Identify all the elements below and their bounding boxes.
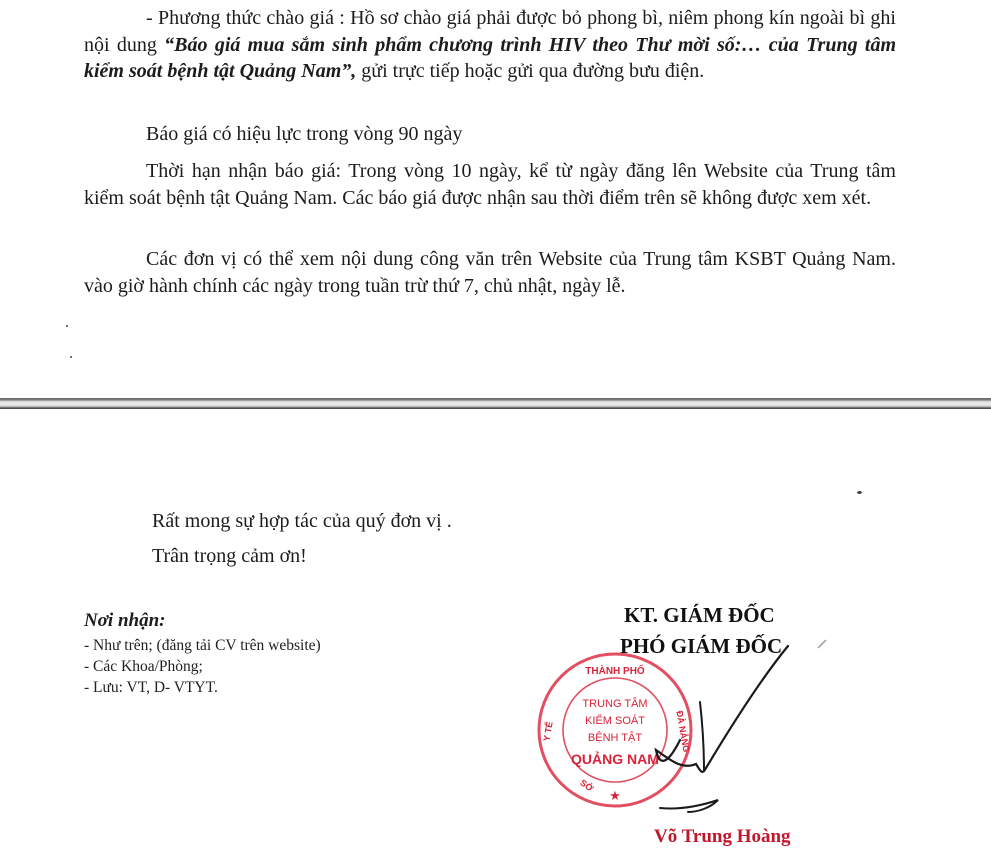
page-divider: [0, 398, 991, 409]
paragraph-submission-method: [84, 5, 896, 85]
page-top: [0, 0, 991, 398]
seal-ring-bottom: SỞ: [578, 777, 596, 794]
signer-name: Võ Trung Hoàng: [654, 826, 791, 847]
recipient-item: - Các Khoa/Phòng;: [84, 658, 203, 675]
seal-star-icon: ★: [609, 788, 621, 803]
handwritten-signature: [560, 620, 860, 840]
paragraph-text: - Phương thức chào giá : Hồ sơ chào giá phải được bỏ phong bì, niêm phong kín ngoài bì ghi nội dung: [84, 7, 896, 56]
seal-line-1: TRUNG TÂM: [582, 698, 648, 710]
signature-mark: [818, 640, 826, 648]
scan-speck: [857, 491, 862, 494]
signature-title-deputy: PHÓ GIÁM ĐỐC: [620, 634, 783, 658]
signature-stroke-down: [700, 702, 704, 770]
seal-line-4: QUẢNG NAM: [571, 751, 659, 767]
scan-speck: [66, 325, 68, 327]
paragraph-validity: Báo giá có hiệu lực trong vòng 90 ngày: [146, 123, 463, 145]
closing-line-cooperation: Rất mong sự hợp tác của quý đơn vị .: [152, 510, 452, 532]
paragraph-text: gửi trực tiếp hoặc gửi qua đường bưu điện.: [356, 60, 705, 82]
seal-ring-top: THÀNH PHỐ: [585, 666, 645, 677]
recipients-title: Nơi nhận:: [84, 610, 166, 631]
scan-speck: [70, 356, 72, 358]
seal-line-3: BỆNH TẬT: [587, 732, 643, 744]
seal-ring-left: Y TẾ: [541, 720, 555, 743]
signature-stroke-tail: [660, 800, 718, 812]
recipient-item: - Như trên; (đăng tải CV trên website): [84, 637, 321, 654]
seal-line-2: KIỂM SOÁT: [585, 715, 645, 727]
closing-line-thanks: Trân trọng cảm ơn!: [152, 545, 307, 567]
paragraph-website-info: Các đơn vị có thể xem nội dung công văn trên Website của Trung tâm KSBT Quảng Nam. vào giờ hành chính các ngày trong tuần trừ thứ 7, chủ nhật, ngày lễ.: [84, 248, 896, 297]
paragraph-deadline: Thời hạn nhận báo giá: Trong vòng 10 ngày, kể từ ngày đăng lên Website của Trung tâm kiểm soát bệnh tật Quảng Nam. Các báo giá được nhận sau thời điểm trên sẽ không được xem xét.: [84, 160, 896, 209]
seal-ring-right: ĐÀ NẴNG: [674, 709, 692, 754]
recipients-block: [84, 610, 321, 698]
signature-title-director: KT. GIÁM ĐỐC: [624, 603, 775, 627]
signature-stroke-main: [656, 646, 788, 772]
bold-italic-title: “Báo giá mua sắm sinh phẩm chương trình HIV theo Thư mời số:… của Trung tâm kiểm soát bệnh tật Quảng Nam”,: [84, 33, 897, 82]
recipient-item: - Lưu: VT, D- VTYT.: [84, 679, 218, 696]
